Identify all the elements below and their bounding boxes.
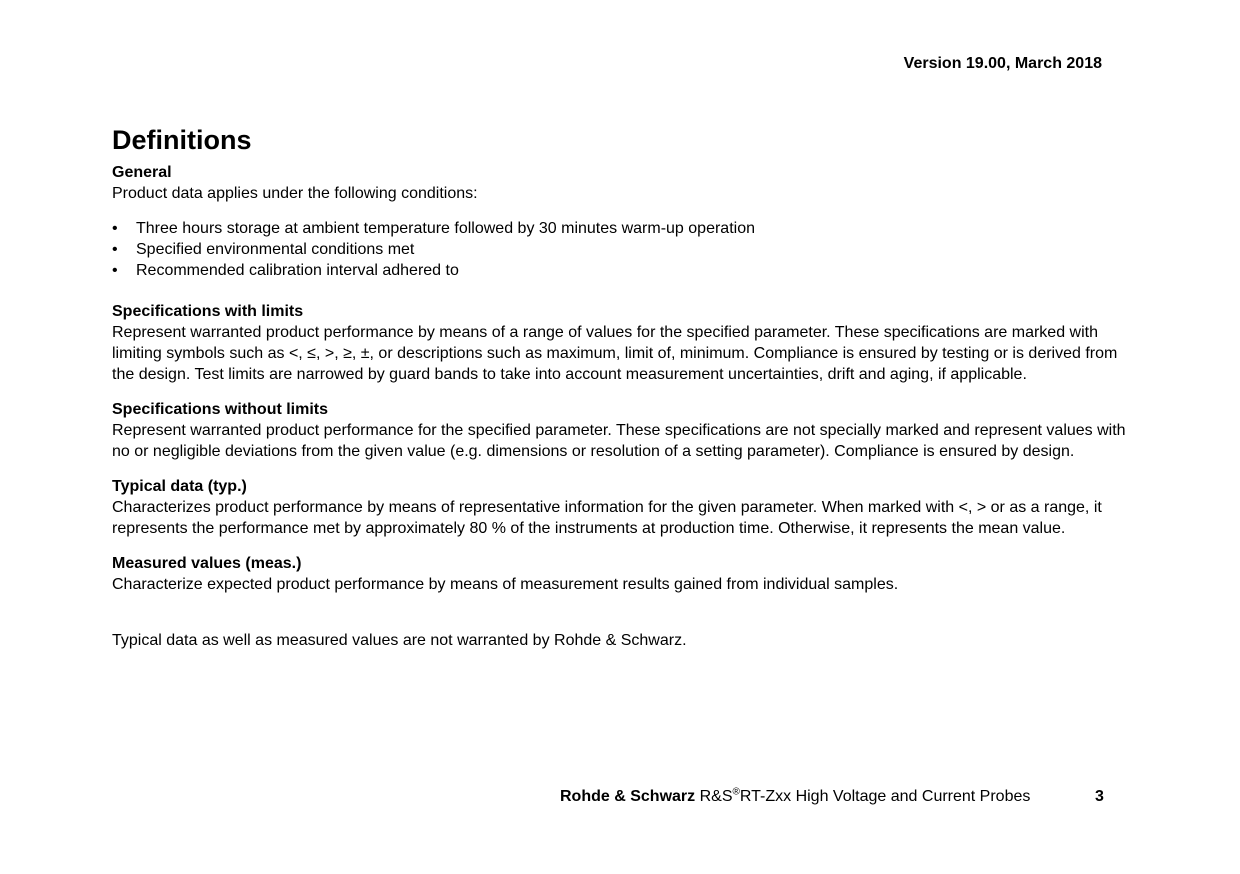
footer-company: Rohde & Schwarz xyxy=(560,788,696,805)
specs-without-limits-text: Represent warranted product performance for the specified parameter. These specifications are not specially marked and represent values with no or negligible deviations from the given value (e.g. dimensions or resolution of a setting parameter). Compliance is ensured by design. xyxy=(112,422,1126,460)
page-number: 3 xyxy=(1095,788,1104,805)
page-title: Definitions xyxy=(112,125,252,155)
list-item xyxy=(112,239,1128,260)
list-item-text: Three hours storage at ambient temperature followed by 30 minutes warm-up operation xyxy=(136,220,755,237)
registered-trademark-icon: ® xyxy=(732,786,740,798)
general-heading: General xyxy=(112,164,172,181)
specs-with-limits-heading: Specifications with limits xyxy=(112,303,304,320)
warranty-disclaimer: Typical data as well as measured values are not warranted by Rohde & Schwarz. xyxy=(112,632,687,649)
section-specs-with-limits xyxy=(112,301,1128,385)
document-version: Version 19.00, March 2018 xyxy=(903,55,1102,72)
measured-values-text: Characterize expected product performance by means of measurement results gained from individual samples. xyxy=(112,576,899,593)
typical-data-heading: Typical data (typ.) xyxy=(112,478,247,495)
list-item-text: Recommended calibration interval adhered to xyxy=(136,262,459,279)
typical-data-text: Characterizes product performance by means of representative information for the given parameter. When marked with <, > or as a range, it represents the performance met by approximately 80 % of the instruments at production time. Otherwise, it represents the mean value. xyxy=(112,499,1102,537)
list-item xyxy=(112,218,1128,239)
page-footer xyxy=(560,786,1030,807)
list-item xyxy=(112,260,1128,281)
footer-product-name: RT-Zxx High Voltage and Current Probes xyxy=(739,788,1031,805)
section-general xyxy=(112,162,1128,281)
conditions-list xyxy=(112,218,1128,281)
list-item-text: Specified environmental conditions met xyxy=(136,241,415,258)
section-typical-data xyxy=(112,476,1128,539)
section-specs-without-limits xyxy=(112,399,1128,462)
definitions-content xyxy=(112,124,1128,651)
specs-without-limits-heading: Specifications without limits xyxy=(112,401,329,418)
footer-product-prefix: R&S xyxy=(695,788,733,805)
measured-values-heading: Measured values (meas.) xyxy=(112,555,302,572)
section-measured-values xyxy=(112,553,1128,595)
specs-with-limits-text: Represent warranted product performance by means of a range of values for the specified parameter. These specifications are marked with limiting symbols such as <, ≤, >, ≥, ±, or descriptions such as maximum, limit of, minimum. Compliance is ensured by testing or is derived from the design. Test limits are narrowed by guard bands to take into account measurement uncertainties, drift and aging, if applicable. xyxy=(112,324,1118,383)
bullet-icon: • xyxy=(112,241,118,258)
bullet-icon: • xyxy=(112,262,118,279)
bullet-icon: • xyxy=(112,220,118,237)
general-intro: Product data applies under the following conditions: xyxy=(112,185,478,202)
